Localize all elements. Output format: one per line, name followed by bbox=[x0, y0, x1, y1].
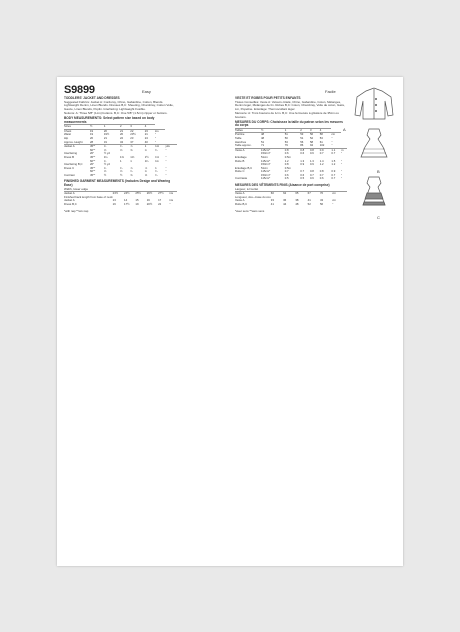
table-cell: Veste A bbox=[235, 192, 271, 196]
table-cell: Entoilage bbox=[235, 154, 247, 159]
english-column bbox=[64, 97, 177, 213]
table-cell: 48 bbox=[261, 135, 265, 140]
table-cell: yds bbox=[165, 145, 177, 149]
table-cell: 0.7 bbox=[331, 151, 336, 156]
english-fabrics: Suggested Fabrics: Jacket A: Corduroy, Chino, Gabardine, Cotton, Blends. Lightweight Denim, Linen Blends. Dresses B,C: Sheeting, Chambray, Cotton Voile, Gauze, Linen Blends, Poplin. Interfacing: Lightweight Fusible. bbox=[64, 99, 174, 111]
table-cell: Veste A bbox=[235, 148, 261, 152]
table-cell: 102 bbox=[319, 143, 325, 148]
table-cell: 51 bbox=[261, 139, 265, 144]
table-cell: ½ yd bbox=[103, 162, 110, 167]
english-finished-heading: FINISHED GARMENT MEASUREMENTS (Includes Design and Wearing Ease) bbox=[64, 179, 171, 188]
table-cell: 20" bbox=[90, 162, 95, 167]
table-cell: ¾ bbox=[120, 145, 130, 149]
table-cell: 33 bbox=[270, 198, 274, 203]
table-cell: " bbox=[331, 135, 333, 140]
table-cell: 67 bbox=[308, 192, 320, 196]
table-cell: 1 bbox=[145, 145, 155, 149]
french-measure-table bbox=[235, 128, 347, 181]
table-cell: ⅞ bbox=[144, 165, 148, 170]
table-cell: " bbox=[165, 147, 167, 152]
table-cell: 62 bbox=[283, 192, 295, 196]
table-cell: 27½ bbox=[158, 192, 169, 196]
table-cell: 51cm bbox=[261, 154, 268, 159]
table-cell: 20 bbox=[119, 132, 124, 137]
table-cell: " bbox=[155, 139, 157, 144]
table-cell: 79 bbox=[284, 143, 288, 148]
table-cell: Chest bbox=[64, 129, 90, 133]
table-cell: 61 bbox=[319, 139, 323, 144]
table-cell: 52 bbox=[307, 202, 311, 207]
table-cell: 21 bbox=[144, 132, 148, 137]
table-cell: 20 bbox=[90, 135, 94, 140]
table-cell: 56 bbox=[310, 133, 320, 137]
table-cell: 1¼ bbox=[155, 158, 159, 163]
table-cell: " bbox=[341, 176, 343, 181]
table-cell: 4 bbox=[145, 125, 155, 130]
view-label-a: A bbox=[343, 127, 346, 132]
table-cell: 20 bbox=[104, 129, 120, 133]
table-cell: 0.7 bbox=[331, 172, 336, 177]
table-row bbox=[64, 203, 177, 207]
table-cell: " bbox=[155, 132, 157, 137]
table-cell: Jacket A bbox=[64, 145, 90, 149]
table-cell: 115cm* bbox=[261, 176, 271, 181]
french-notions: Mercerie: A: Trois boutons de 1cm. B,C: Une fermeture à glissière de 35cm ou boutons. bbox=[235, 111, 339, 119]
table-cell: Jacket A bbox=[64, 192, 113, 196]
table-cell: 23½ bbox=[113, 192, 124, 196]
table-cell: " bbox=[341, 169, 343, 174]
table-cell: 0.7 bbox=[300, 169, 305, 174]
table-cell: Approx. Height bbox=[64, 139, 83, 144]
table-cell: 0.7 bbox=[284, 169, 289, 174]
table-cell: 1.2 bbox=[331, 162, 336, 167]
table-cell: ⅝ bbox=[119, 147, 123, 152]
table-cell: 71 bbox=[261, 143, 265, 148]
table-cell: 26½ bbox=[147, 192, 158, 196]
table-cell: 0.6 bbox=[319, 176, 324, 181]
english-finished-table bbox=[64, 191, 177, 206]
table-cell: 86 bbox=[300, 143, 304, 148]
table-cell: ¾ bbox=[103, 158, 107, 163]
table-cell: 0.5m bbox=[284, 154, 291, 159]
table-cell: 0.6 bbox=[284, 151, 289, 156]
table-cell: Longueur, dos—base du cou bbox=[235, 194, 271, 199]
table-cell: 150cm* bbox=[261, 151, 271, 156]
table-cell: 1.4 bbox=[319, 158, 324, 163]
table-cell: 20" bbox=[90, 151, 95, 156]
view-label-b: B bbox=[377, 169, 380, 174]
table-cell: Contraste bbox=[235, 176, 248, 181]
table-cell: 0.7 bbox=[319, 172, 324, 177]
table-cell: 21 bbox=[103, 135, 107, 140]
english-body-heading: BODY MEASUREMENTS: Select pattern size based on body measurements bbox=[64, 115, 155, 124]
view-illustrations bbox=[351, 85, 397, 235]
table-cell: ¾ bbox=[155, 172, 158, 177]
table-cell: " bbox=[341, 158, 343, 163]
table-cell: 19½ bbox=[103, 132, 110, 137]
table-cell: 0.5 bbox=[300, 176, 305, 181]
table-cell: 1.3 bbox=[300, 158, 305, 163]
table-cell: 36 bbox=[283, 198, 287, 203]
table-cell: " bbox=[341, 162, 343, 167]
table-cell: 41 bbox=[307, 198, 311, 203]
table-cell: 0.8 bbox=[310, 148, 320, 152]
english-heading: TODDLERS' JACKET AND DRESSES bbox=[64, 96, 120, 100]
table-cell: 0.7 bbox=[309, 172, 314, 177]
table-row bbox=[64, 174, 177, 178]
table-cell: 0.6 bbox=[300, 172, 305, 177]
table-cell: 0.7 bbox=[319, 151, 324, 156]
table-cell: 24 bbox=[144, 135, 148, 140]
table-cell: 31 bbox=[103, 139, 107, 144]
table-cell: " bbox=[165, 169, 167, 174]
english-measure-table bbox=[64, 124, 177, 177]
table-cell: 150cm* bbox=[261, 172, 271, 177]
table-cell: ½ bbox=[103, 172, 107, 177]
table-cell: 19 bbox=[90, 129, 104, 133]
table-cell: ¾ bbox=[155, 169, 158, 174]
table-cell: 21 bbox=[120, 129, 130, 133]
table-cell: Hanches bbox=[235, 139, 247, 144]
table-row bbox=[235, 203, 347, 207]
table-cell: 43 bbox=[319, 198, 324, 203]
table-cell: Veste A bbox=[235, 198, 245, 203]
table-cell: 3 bbox=[130, 125, 144, 130]
french-heading: VESTE ET ROBES POUR PETITS ENFANTS bbox=[235, 96, 301, 100]
table-cell: 1.3 bbox=[309, 158, 314, 163]
table-cell: " bbox=[165, 172, 167, 177]
table-cell: Dress C bbox=[64, 165, 75, 170]
english-notions: Notions: A: Three 5/8" (1cm) buttons. B,C: One 5/8" (1.5cm) zipper or buttons. bbox=[64, 111, 168, 116]
table-cell: Jacket A bbox=[64, 198, 75, 203]
table-cell: 1⅝ bbox=[155, 154, 159, 159]
dress-c-illustration bbox=[363, 177, 385, 205]
table-cell: 1½ bbox=[144, 154, 149, 159]
dress-b-illustration bbox=[361, 129, 387, 157]
table-cell: 1 bbox=[130, 158, 132, 163]
table-cell: 53 bbox=[319, 135, 323, 140]
french-finished-heading: MESURES DES VÊTEMENTS FINIS (Aisance de port comprise) bbox=[235, 183, 330, 188]
table-cell: 60"* bbox=[90, 169, 96, 174]
table-cell: 0.8 bbox=[309, 169, 314, 174]
table-cell: 56 bbox=[319, 202, 324, 207]
table-cell: 1 bbox=[155, 165, 157, 170]
table-cell: ⅝ bbox=[103, 147, 107, 152]
table-cell: 1¼ bbox=[103, 154, 108, 159]
table-cell: 16 bbox=[146, 198, 150, 203]
table-cell: 14 bbox=[124, 198, 128, 203]
table-cell: ⅝ bbox=[130, 172, 133, 177]
table-cell: 24½ bbox=[124, 192, 135, 196]
table-cell: 19 bbox=[90, 132, 94, 137]
table-cell: 44 bbox=[283, 202, 287, 207]
table-cell: 3 bbox=[310, 128, 320, 133]
table-cell: 60"* bbox=[90, 147, 96, 152]
table-cell: Poitrine bbox=[235, 133, 261, 137]
table-cell: 56 bbox=[300, 139, 304, 144]
table-cell: 0.6 bbox=[284, 172, 289, 177]
table-cell: 0.9 bbox=[320, 148, 332, 152]
table-cell: 20½ bbox=[146, 202, 153, 207]
table-cell: 2 bbox=[300, 128, 310, 133]
table-cell: ¾ bbox=[103, 165, 107, 170]
table-cell: " bbox=[165, 158, 167, 163]
table-cell: Waist bbox=[64, 132, 71, 137]
table-cell: 4 bbox=[320, 128, 332, 133]
level-english: Easy bbox=[142, 89, 151, 94]
table-cell: 13 bbox=[112, 198, 116, 203]
table-cell: 115cm* bbox=[261, 158, 271, 163]
table-cell: 20½ bbox=[130, 132, 136, 137]
table-cell: ¾ bbox=[144, 147, 148, 152]
table-cell: 1 bbox=[285, 128, 301, 133]
table-cell: 115cm* bbox=[261, 148, 285, 152]
table-cell: 15 bbox=[135, 198, 139, 203]
table-cell: 0.8 bbox=[285, 148, 301, 152]
table-cell: Interfacing B,C bbox=[64, 162, 83, 167]
table-cell: ins bbox=[169, 192, 177, 196]
table-cell: 16 bbox=[112, 202, 116, 207]
table-cell: 1⅛ bbox=[155, 145, 165, 149]
english-footnote: *with nap **w/o nap bbox=[64, 208, 89, 213]
table-cell: 58 bbox=[320, 133, 332, 137]
table-cell: cm bbox=[332, 192, 347, 196]
table-cell: Robe B,C bbox=[235, 202, 248, 207]
table-cell: 0.9 bbox=[309, 162, 314, 167]
table-cell: 0.5m bbox=[284, 165, 291, 170]
table-cell: 1 bbox=[104, 125, 120, 130]
table-cell: cm bbox=[331, 133, 341, 137]
table-cell: 48 bbox=[261, 133, 285, 137]
table-cell: Contrast bbox=[64, 172, 75, 177]
table-cell: 51 bbox=[300, 135, 304, 140]
table-cell: 58 bbox=[309, 139, 314, 144]
french-footnote: *avec sens **sans sens bbox=[235, 208, 265, 213]
table-cell: ¾ bbox=[130, 169, 133, 174]
table-cell: 0.8 bbox=[300, 148, 310, 152]
table-cell: 1.5 bbox=[331, 158, 336, 163]
table-cell: ½ yd bbox=[103, 151, 110, 156]
table-cell: 38 bbox=[295, 198, 299, 203]
table-cell: 17 bbox=[158, 198, 162, 203]
pattern-sheet bbox=[57, 77, 403, 566]
table-cell: 0.6 bbox=[309, 176, 314, 181]
table-cell: ½ bbox=[90, 125, 104, 130]
table-cell: " bbox=[332, 202, 334, 207]
table-cell: Dress B,C bbox=[64, 202, 77, 207]
table-cell: 0.6 bbox=[309, 151, 314, 156]
french-body-heading: MESURES DU CORPS: Choisissez la taille du patron selon les mesures du corps bbox=[235, 119, 343, 128]
french-column bbox=[235, 97, 347, 213]
table-cell: ⅝ bbox=[103, 169, 107, 174]
table-cell: 1.1 bbox=[331, 148, 341, 152]
table-cell: 22 bbox=[130, 129, 144, 133]
table-cell: " bbox=[331, 143, 333, 148]
table-cell: " bbox=[155, 135, 157, 140]
table-cell: 70 bbox=[320, 192, 332, 196]
table-cell: 34 bbox=[119, 139, 124, 144]
table-cell: 65 bbox=[295, 192, 307, 196]
table-cell: " bbox=[341, 172, 343, 177]
view-label-c: C bbox=[377, 215, 380, 220]
table-cell: 0.8 bbox=[284, 162, 289, 167]
table-cell: ¾ bbox=[155, 147, 158, 152]
table-cell: ⅞ bbox=[130, 145, 144, 149]
english-finished-sub: Width, lower edge bbox=[64, 186, 89, 191]
table-cell: 0.9 bbox=[300, 162, 305, 167]
table-row bbox=[235, 177, 347, 181]
table-cell: 50 bbox=[284, 135, 288, 140]
table-cell: 150cm* bbox=[261, 162, 271, 167]
table-cell: 45"* bbox=[90, 145, 104, 149]
table-cell: ⅝ bbox=[119, 169, 123, 174]
table-cell: 0.7 bbox=[331, 176, 336, 181]
table-cell: 51 bbox=[285, 133, 301, 137]
table-cell: 0.5 bbox=[284, 176, 289, 181]
table-cell: ins bbox=[169, 198, 174, 203]
table-cell: 37 bbox=[130, 139, 134, 144]
table-cell: 53 bbox=[300, 133, 310, 137]
table-cell: ½ bbox=[119, 172, 123, 177]
table-cell: 94 bbox=[309, 143, 314, 148]
table-cell: Finished back length from base of neck bbox=[64, 194, 113, 199]
table-cell: 60 bbox=[271, 192, 283, 196]
table-cell: ¾ bbox=[144, 169, 148, 174]
table-cell: ⅝ bbox=[144, 172, 148, 177]
table-cell: 1.2 bbox=[284, 158, 289, 163]
table-cell: " bbox=[331, 139, 333, 144]
table-cell: 28 bbox=[90, 139, 94, 144]
table-cell: Dress B bbox=[64, 154, 74, 159]
table-cell: m bbox=[341, 148, 347, 152]
pattern-number: S9899 bbox=[64, 84, 95, 96]
french-finished-sub: Largeur, à l'ourlet bbox=[235, 186, 259, 191]
table-cell: 2 bbox=[120, 125, 130, 130]
table-cell: " bbox=[165, 165, 167, 170]
table-cell: 1¼ bbox=[144, 158, 149, 163]
table-cell: ⅞ bbox=[130, 165, 133, 170]
table-cell: 45"* bbox=[90, 165, 96, 170]
table-cell: Sizes bbox=[64, 125, 90, 130]
table-cell: 0.9 bbox=[331, 169, 336, 174]
table-cell: 23 bbox=[145, 129, 155, 133]
table-cell: 1⅜ bbox=[130, 154, 135, 159]
table-cell: ½ bbox=[261, 128, 285, 133]
table-cell: 40 bbox=[144, 139, 148, 144]
table-cell: 23 bbox=[130, 135, 134, 140]
table-cell: Taille bbox=[235, 135, 242, 140]
table-cell: 45"* bbox=[90, 172, 96, 177]
table-cell: 22 bbox=[119, 135, 124, 140]
table-cell: 48 bbox=[295, 202, 299, 207]
level-french: Facile bbox=[325, 89, 336, 94]
table-cell: Hip bbox=[64, 135, 69, 140]
table-cell: " bbox=[169, 202, 171, 207]
table-cell: Interfacing bbox=[64, 151, 78, 156]
table-cell: 41 bbox=[270, 202, 274, 207]
table-cell: Tailles bbox=[235, 128, 261, 133]
table-cell: ¾ bbox=[119, 165, 123, 170]
table-cell: ⅝ bbox=[130, 147, 133, 152]
table-cell: cm bbox=[332, 198, 336, 203]
french-finished-table bbox=[235, 191, 347, 206]
table-cell: 45"* bbox=[90, 154, 96, 159]
table-cell: " bbox=[165, 154, 167, 159]
table-cell: ¾ bbox=[104, 145, 120, 149]
table-cell: 19 bbox=[135, 202, 139, 207]
table-cell: ins bbox=[155, 129, 165, 133]
french-fabrics: Tissus Conseillés: Veste A: Velours côtelé, Chino, Gabardine, Coton, Mélanges, Denim léger, Mélanges de lin. Robes B,C: Coton, Chambray, Voile de coton, Gaze, Lin, Popeline. Entoilage: Thermocollant léger. bbox=[235, 99, 346, 111]
table-cell: Robe C bbox=[235, 169, 245, 174]
table-cell: Taille approx. bbox=[235, 143, 252, 148]
table-cell: 52 bbox=[309, 135, 314, 140]
table-cell: 1 bbox=[119, 158, 122, 163]
table-cell: " bbox=[341, 151, 343, 156]
table-cell: 51cm bbox=[261, 165, 268, 170]
table-cell: 115cm* bbox=[261, 169, 271, 174]
table-cell: 1.2 bbox=[319, 162, 324, 167]
table-cell: 25½ bbox=[135, 192, 146, 196]
table-cell: 0.6 bbox=[300, 151, 305, 156]
jacket-a-illustration bbox=[355, 88, 393, 119]
table-cell: 17½ bbox=[124, 202, 130, 207]
table-cell: 60"* bbox=[90, 158, 96, 163]
table-cell: 22 bbox=[158, 202, 162, 207]
table-cell: 53 bbox=[284, 139, 288, 144]
table-cell: 0.8 bbox=[319, 169, 324, 174]
table-cell: Entoilage B,C bbox=[235, 165, 253, 170]
table-cell: Robe B bbox=[235, 158, 245, 163]
table-cell: 1⅜ bbox=[119, 154, 124, 159]
